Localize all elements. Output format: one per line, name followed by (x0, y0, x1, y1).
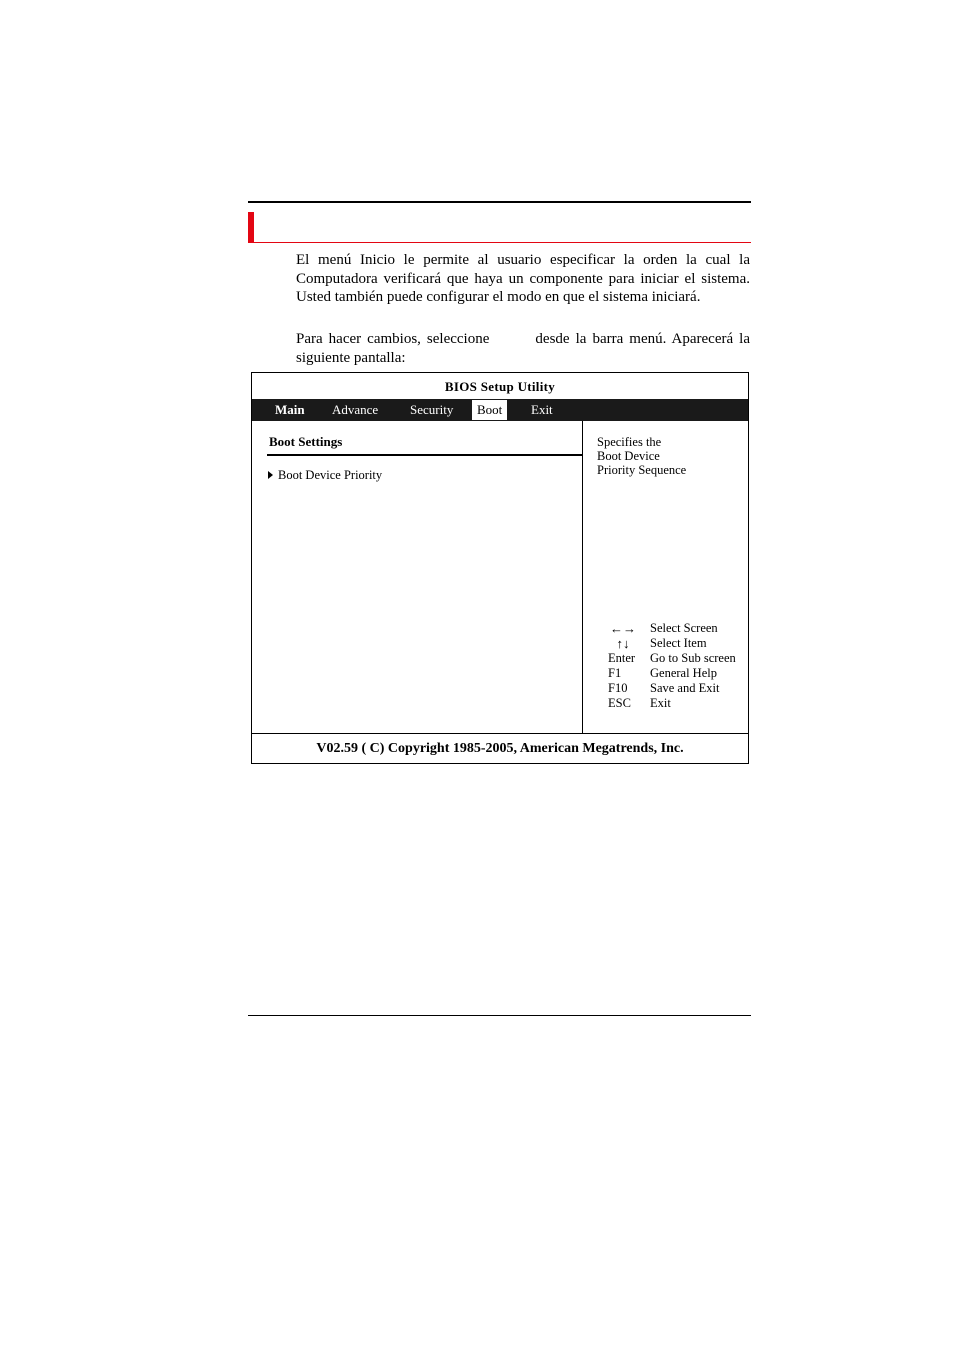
submenu-arrow-icon (268, 471, 273, 479)
key-legend (608, 621, 758, 711)
menu-security[interactable]: Security (410, 402, 454, 417)
section-header (248, 212, 751, 244)
key-description: Go to Sub screen (650, 651, 736, 665)
bios-screenshot (251, 372, 749, 764)
key-row (608, 621, 758, 636)
key-name: Enter (608, 651, 636, 665)
key-description: Select Screen (650, 621, 718, 635)
menu-boot[interactable]: Boot (472, 400, 507, 420)
section-accent-bar (248, 212, 254, 242)
left-right-arrows-icon: ←→ (610, 621, 636, 636)
key-name: ESC (608, 696, 631, 710)
help-line: Specifies the (597, 435, 662, 449)
key-row (608, 666, 758, 681)
key-row (608, 651, 758, 666)
instruction-paragraph (296, 330, 750, 367)
panel-divider (582, 421, 583, 733)
key-row (608, 696, 758, 711)
key-row (608, 636, 758, 651)
section-underline (248, 242, 751, 243)
instruction-text-before: Para hacer cambios, seleccione (296, 331, 490, 347)
top-rule (248, 201, 751, 203)
key-description: Save and Exit (650, 681, 720, 695)
bios-title: BIOS Setup Utility (444, 379, 556, 394)
menu-main[interactable]: Main (275, 402, 305, 417)
menu-exit[interactable]: Exit (531, 402, 553, 417)
key-description: Select Item (650, 636, 707, 650)
boot-settings-heading: Boot Settings (269, 434, 343, 449)
key-row (608, 681, 758, 696)
boot-device-priority-item[interactable] (268, 468, 382, 483)
intro-paragraph: El menú Inicio le permite al usuario especificar la orden la cual la Computadora verificará que haya un componente para iniciar el sistema. Usted también puede configurar el modo en que el sistema iniciará. (296, 252, 750, 305)
menu-advance[interactable]: Advance (332, 402, 379, 417)
copyright-footer: V02.59 ( C) Copyright 1985-2005, American Megatrends, Inc. (316, 741, 684, 756)
key-description: Exit (650, 696, 671, 710)
settings-underline (267, 454, 582, 456)
key-name: F1 (608, 666, 622, 680)
help-line: Priority Sequence (597, 463, 687, 477)
instruction-text-after: desde la barra menú. Aparecerá la siguiente pantalla: (296, 331, 751, 366)
up-down-arrows-icon: ↑↓ (616, 636, 630, 651)
boot-device-priority-label: Boot Device Priority (278, 468, 383, 482)
key-description: General Help (650, 666, 717, 680)
help-line: Boot Device (597, 449, 660, 463)
bottom-rule (248, 1015, 751, 1016)
bios-menubar (252, 399, 748, 421)
key-name: F10 (608, 681, 628, 695)
help-panel (597, 435, 686, 477)
